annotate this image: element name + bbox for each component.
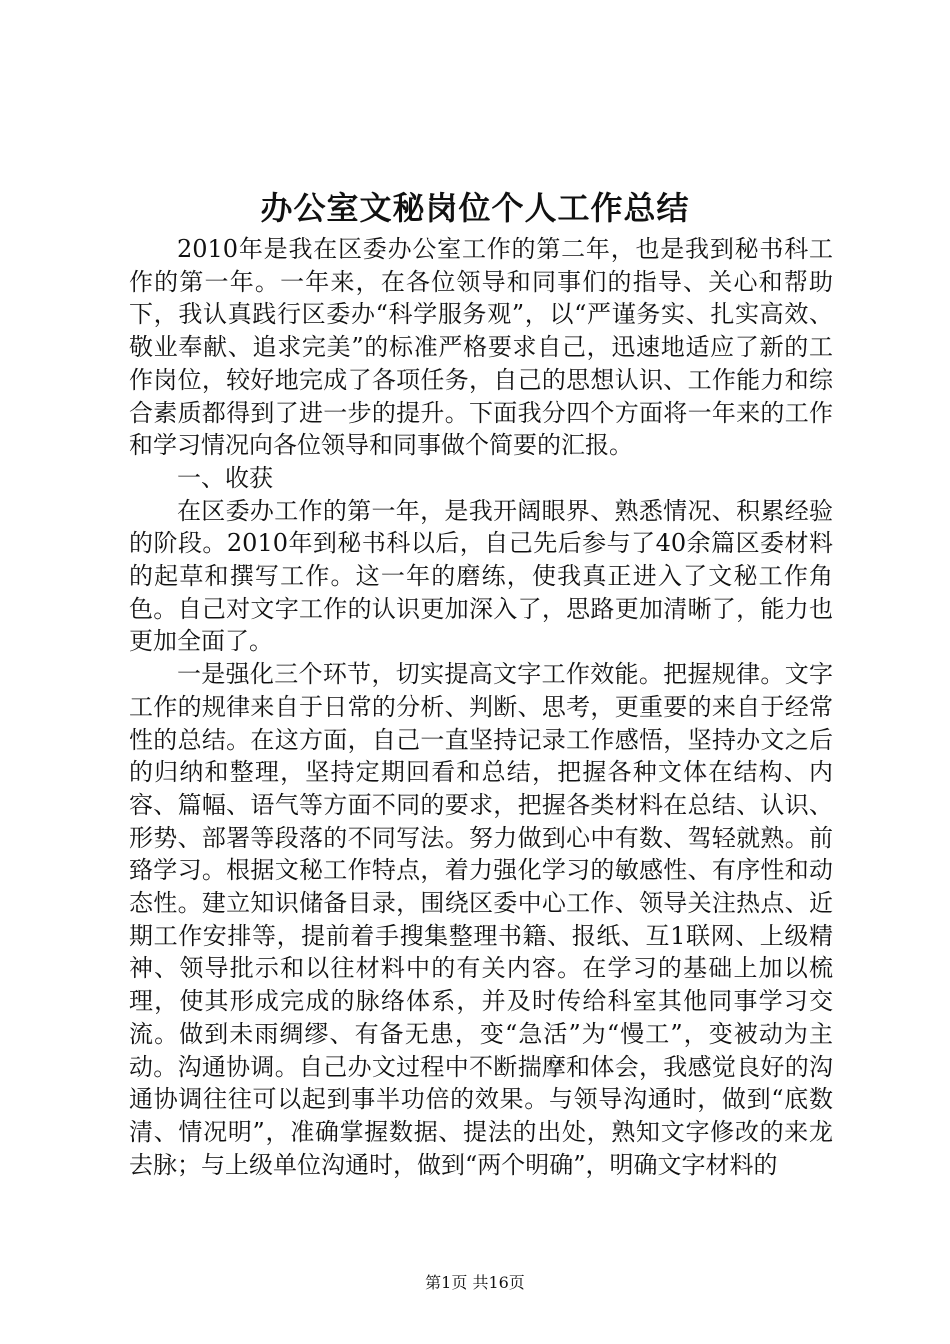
document-body: [129, 233, 833, 1181]
document-title: 办公室文秘岗位个人工作总结: [260, 189, 690, 227]
paragraph-point-one: 一是强化三个环节，切实提高文字工作效能。把握规律。文字工作的规律来自于日常的分析、判断、思考，更重要的来自于经常性的总结。在这方面，自己一直坚持记录工作感悟，坚持办文之后的归纳和整理，坚持定期回看和总结，把握各种文体在结构、内容、篇幅、语气等方面不同的要求，把握各类材料在总结、认识、形势、部署等段落的不同写法。努力做到心中有数、驾轻就熟。前臵学习。根据文秘工作特点，着力强化学习的敏感性、有序性和动态性。建立知识储备目录，围绕区委中心工作、领导关注热点、近期工作安排等，提前着手搜集整理书籍、报纸、互1联网、上级精神、领导批示和以往材料中的有关内容。在学习的基础上加以梳理，使其形成完成的脉络体系，并及时传给科室其他同事学习交流。做到未雨绸缪、有备无患，变“急活”为“慢工”，变被动为主动。沟通协调。自己办文过程中不断揣摩和体会，我感觉良好的沟通协调往往可以起到事半功倍的效果。与领导沟通时，做到“底数清、情况明”，准确掌握数据、提法的出处，熟知文字修改的来龙去脉；与上级单位沟通时，做到“两个明确”，明确文字材料的: [129, 660, 833, 1179]
section-heading-harvest: 一、收获: [177, 463, 273, 492]
page-footer: 第1页 共16页: [425, 1273, 525, 1292]
paragraph-intro: 2010年是我在区委办公室工作的第二年，也是我到秘书科工作的第一年。一年来，在各位领导和同事们的指导、关心和帮助下，我认真践行区委办“科学服务观”，以“严谨务实、扎实高效、敬业奉献、追求完美”的标准严格要求自己，迅速地适应了新的工作岗位，较好地完成了各项任务，自己的思想认识、工作能力和综合素质都得到了进一步的提升。下面我分四个方面将一年来的工作和学习情况向各位领导和同事做个简要的汇报。: [129, 235, 833, 460]
paragraph-harvest: 在区委办工作的第一年，是我开阔眼界、熟悉情况、积累经验的阶段。2010年到秘书科以后，自己先后参与了40余篇区委材料的起草和撰写工作。这一年的磨练，使我真正进入了文秘工作角色。自己对文字工作的认识更加深入了，思路更加清晰了，能力也更加全面了。: [129, 496, 833, 656]
